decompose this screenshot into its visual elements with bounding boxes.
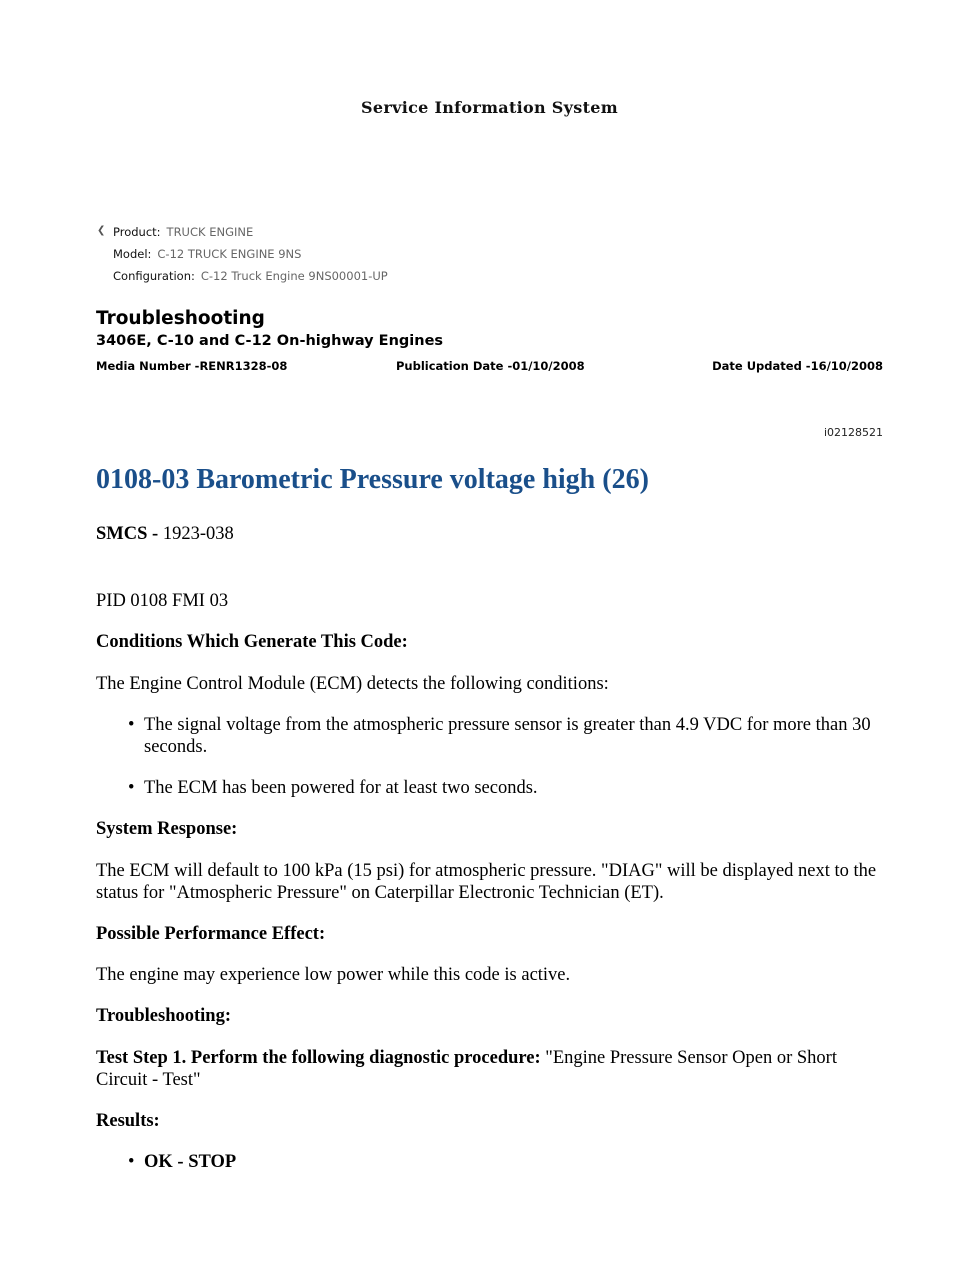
product-label: Product: (113, 225, 161, 239)
troubleshooting-heading: Troubleshooting: (96, 1006, 232, 1026)
list-item (128, 777, 883, 799)
configuration-value: C-12 Truck Engine 9NS00001-UP (200, 269, 388, 283)
performance-text: The engine may experience low power while this code is active. (96, 965, 571, 985)
publication-info (96, 359, 883, 375)
bullet-icon: • (128, 778, 135, 798)
list-item (128, 714, 883, 758)
configuration-label: Configuration: (113, 269, 195, 283)
result-ok-stop: OK - STOP (144, 1152, 237, 1172)
document-id: i02128521 (823, 426, 883, 439)
results-heading: Results: (96, 1111, 160, 1131)
product-row (97, 224, 388, 246)
product-value: TRUCK ENGINE (166, 225, 254, 239)
smcs-label: SMCS - (96, 524, 163, 544)
media-number: Media Number -RENR1328-08 (96, 359, 288, 373)
system-response-heading: System Response: (96, 819, 238, 839)
publication-title: Troubleshooting (96, 308, 265, 329)
date-updated: Date Updated -16/10/2008 (712, 359, 883, 373)
configuration-row (97, 268, 388, 290)
conditions-intro: The Engine Control Module (ECM) detects the following conditions: (96, 674, 609, 694)
bullet-icon: • (128, 1152, 135, 1172)
bullet-icon: • (128, 715, 135, 735)
document-title: 0108-03 Barometric Pressure voltage high (26) (96, 464, 649, 495)
smcs-value: 1923-038 (162, 524, 234, 544)
smcs-line (96, 523, 883, 545)
collapse-arrow-icon[interactable]: ❮ (97, 225, 106, 236)
condition-text: The ECM has been powered for at least two seconds. (144, 778, 538, 798)
model-value: C-12 TRUCK ENGINE 9NS (157, 247, 302, 261)
conditions-heading: Conditions Which Generate This Code: (96, 632, 408, 652)
test-step-text: "Engine Pressure Sensor Open or Short Circuit - Test" (96, 1048, 837, 1090)
condition-text: The signal voltage from the atmospheric pressure sensor is greater than 4.9 VDC for more than 30 seconds. (144, 715, 871, 757)
publication-subtitle: 3406E, C-10 and C-12 On-highway Engines (96, 333, 444, 349)
product-metadata (97, 224, 388, 290)
model-label: Model: (113, 247, 152, 261)
test-step-1 (96, 1047, 883, 1091)
publication-date: Publication Date -01/10/2008 (396, 359, 585, 373)
model-row (97, 246, 388, 268)
pid-fmi-line: PID 0108 FMI 03 (96, 591, 229, 611)
list-item (128, 1151, 883, 1173)
test-step-label: Test Step 1. Perform the following diagnostic procedure: (96, 1048, 541, 1068)
system-title: Service Information System (361, 98, 618, 117)
system-response-text: The ECM will default to 100 kPa (15 psi) for atmospheric pressure. "DIAG" will be displayed next to the status for "Atmospheric Pressure" on Caterpillar Electronic Technician (ET). (96, 861, 877, 903)
performance-heading: Possible Performance Effect: (96, 924, 326, 944)
